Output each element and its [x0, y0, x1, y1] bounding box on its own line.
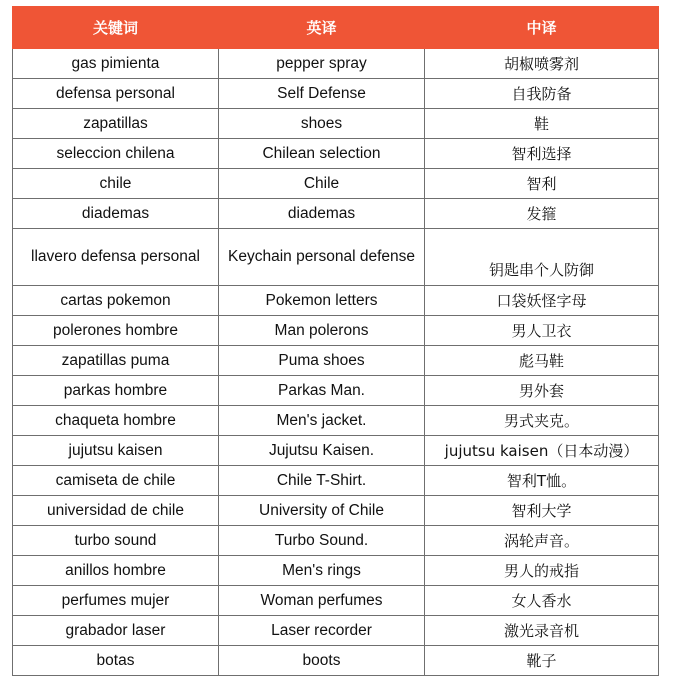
keyword-cell: grabador laser [13, 616, 219, 646]
chinese-cell: 胡椒喷雾剂 [425, 49, 659, 79]
table-row [13, 109, 659, 139]
english-cell: shoes [219, 109, 425, 139]
table-row [13, 646, 659, 676]
chinese-cell: 男式夹克。 [425, 406, 659, 436]
keyword-cell: gas pimienta [13, 49, 219, 79]
table-row [13, 436, 659, 466]
keyword-cell: cartas pokemon [13, 286, 219, 316]
table-row [13, 49, 659, 79]
table-row [13, 376, 659, 406]
english-cell: University of Chile [219, 496, 425, 526]
header-chinese: 中译 [425, 7, 659, 49]
header-english: 英译 [219, 7, 425, 49]
keyword-cell: chaqueta hombre [13, 406, 219, 436]
keyword-cell: botas [13, 646, 219, 676]
keyword-cell: camiseta de chile [13, 466, 219, 496]
table-row [13, 316, 659, 346]
chinese-cell: 激光录音机 [425, 616, 659, 646]
table-row [13, 406, 659, 436]
keyword-cell: chile [13, 169, 219, 199]
table-row [13, 229, 659, 286]
chinese-cell: 钥匙串个人防御 [425, 229, 659, 286]
chinese-cell: 男外套 [425, 376, 659, 406]
chinese-cell: 智利T恤。 [425, 466, 659, 496]
english-cell: boots [219, 646, 425, 676]
keyword-cell: diademas [13, 199, 219, 229]
english-cell: Puma shoes [219, 346, 425, 376]
chinese-cell: jujutsu kaisen（日本动漫） [425, 436, 659, 466]
table-row [13, 526, 659, 556]
chinese-cell: 女人香水 [425, 586, 659, 616]
chinese-cell: 涡轮声音。 [425, 526, 659, 556]
english-cell: Chilean selection [219, 139, 425, 169]
english-cell: Turbo Sound. [219, 526, 425, 556]
keyword-cell: defensa personal [13, 79, 219, 109]
keyword-cell: polerones hombre [13, 316, 219, 346]
chinese-cell: 口袋妖怪字母 [425, 286, 659, 316]
english-cell: Keychain personal defense [219, 229, 425, 286]
chinese-cell: 智利 [425, 169, 659, 199]
english-cell: Pokemon letters [219, 286, 425, 316]
english-cell: Self Defense [219, 79, 425, 109]
english-cell: Woman perfumes [219, 586, 425, 616]
english-cell: Parkas Man. [219, 376, 425, 406]
keyword-cell: seleccion chilena [13, 139, 219, 169]
keyword-cell: turbo sound [13, 526, 219, 556]
table-row [13, 616, 659, 646]
table-row [13, 169, 659, 199]
chinese-cell: 智利选择 [425, 139, 659, 169]
header-keyword: 关键词 [13, 7, 219, 49]
keyword-cell: zapatillas [13, 109, 219, 139]
table-row [13, 79, 659, 109]
chinese-cell: 智利大学 [425, 496, 659, 526]
english-cell: Jujutsu Kaisen. [219, 436, 425, 466]
table-row [13, 139, 659, 169]
table-row [13, 586, 659, 616]
english-cell: Laser recorder [219, 616, 425, 646]
chinese-cell: 男人卫衣 [425, 316, 659, 346]
keyword-cell: universidad de chile [13, 496, 219, 526]
english-cell: Men's jacket. [219, 406, 425, 436]
keyword-translation-table [12, 6, 659, 676]
chinese-cell: 彪马鞋 [425, 346, 659, 376]
english-cell: Chile T-Shirt. [219, 466, 425, 496]
table-header-row [13, 7, 659, 49]
chinese-cell: 靴子 [425, 646, 659, 676]
keyword-cell: zapatillas puma [13, 346, 219, 376]
english-cell: pepper spray [219, 49, 425, 79]
english-cell: Man polerons [219, 316, 425, 346]
table-row [13, 496, 659, 526]
keyword-cell: llavero defensa personal [13, 229, 219, 286]
table-row [13, 286, 659, 316]
chinese-cell: 男人的戒指 [425, 556, 659, 586]
english-cell: Chile [219, 169, 425, 199]
table-row [13, 556, 659, 586]
chinese-cell: 自我防备 [425, 79, 659, 109]
keyword-cell: anillos hombre [13, 556, 219, 586]
chinese-cell: 发箍 [425, 199, 659, 229]
keyword-cell: jujutsu kaisen [13, 436, 219, 466]
keyword-cell: parkas hombre [13, 376, 219, 406]
table-row [13, 346, 659, 376]
keyword-cell: perfumes mujer [13, 586, 219, 616]
english-cell: diademas [219, 199, 425, 229]
table-row [13, 466, 659, 496]
english-cell: Men's rings [219, 556, 425, 586]
chinese-cell: 鞋 [425, 109, 659, 139]
table-row [13, 199, 659, 229]
